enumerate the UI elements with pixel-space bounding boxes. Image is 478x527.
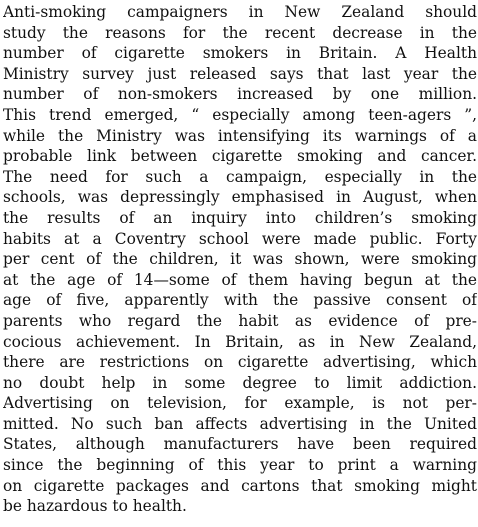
text-line: there are restrictions on cigarette advertising, which <box>3 353 477 372</box>
text-line: parents who regard the habit as evidence of pre- <box>3 311 477 330</box>
text-line: be hazardous to health. <box>3 497 187 516</box>
text-line: on cigarette packages and cartons that smoking might <box>3 476 477 495</box>
text-line: probable link between cigarette smoking and cancer. <box>3 147 477 166</box>
text-line: number of non-smokers increased by one million. <box>3 85 477 104</box>
text-line: Advertising on television, for example, is not per- <box>3 394 477 413</box>
text-line: This trend emerged, “ especially among teen-agers ”, <box>3 105 477 124</box>
text-line: while the Ministry was intensifying its warnings of a <box>3 126 477 145</box>
text-line: no doubt help in some degree to limit addiction. <box>3 373 477 392</box>
text-line: Ministry survey just released says that last year the <box>3 64 477 83</box>
text-line: cocious achievement. In Britain, as in New Zealand, <box>3 332 477 351</box>
text-line: schools, was depressingly emphasised in August, when <box>3 188 477 207</box>
text-line: States, although manufacturers have been required <box>3 435 477 454</box>
text-line: per cent of the children, it was shown, were smoking <box>3 250 477 269</box>
text-line: study the reasons for the recent decrease in the <box>3 23 477 42</box>
text-line: the results of an inquiry into children’s smoking <box>3 208 477 227</box>
text-line: The need for such a campaign, especially in the <box>3 167 477 186</box>
text-line: age of five, apparently with the passive consent of <box>3 291 477 310</box>
text-line: mitted. No such ban affects advertising in the United <box>3 414 477 433</box>
text-line: habits at a Coventry school were made public. Forty <box>3 229 477 248</box>
text-line: since the beginning of this year to print a warning <box>3 456 477 475</box>
text-line: at the age of 14—some of them having begun at the <box>3 270 477 289</box>
text-line: number of cigarette smokers in Britain. A Health <box>3 44 477 63</box>
article-text <box>3 2 477 517</box>
text-line: Anti-smoking campaigners in New Zealand should <box>3 3 477 21</box>
